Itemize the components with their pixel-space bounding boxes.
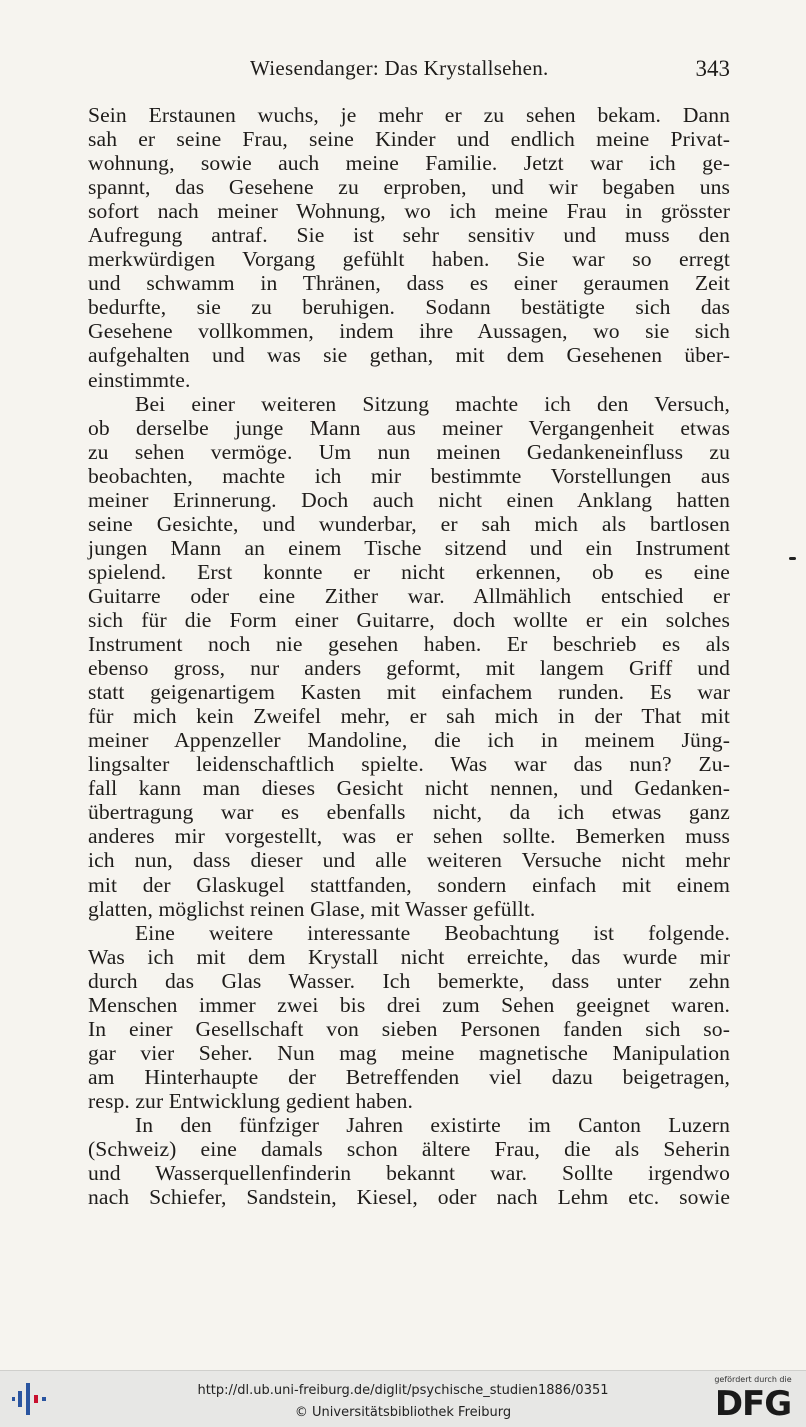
text-line: spannt, das Gesehene zu erproben, und wir begaben uns	[88, 175, 730, 200]
text-line: ebenso gross, nur anders geformt, mit langem Griff und	[88, 656, 730, 681]
text-line: lingsalter leidenschaftlich spielte. Was war das nun? Zu-	[88, 752, 730, 777]
text-line: Sein Erstaunen wuchs, je mehr er zu sehen bekam. Dann	[88, 103, 730, 127]
text-line: Instrument noch nie gesehen haben. Er beschrieb es als	[88, 632, 730, 657]
text-line: sah er seine Frau, seine Kinder und endlich meine Privat-	[88, 127, 730, 152]
text-line: ich nun, dass dieser und alle weiteren Versuche nicht mehr	[88, 848, 730, 873]
text-line: nach Schiefer, Sandstein, Kiesel, oder nach Lehm etc. sowie	[88, 1185, 730, 1210]
text-line: durch das Glas Wasser. Ich bemerkte, dass unter zehn	[88, 968, 730, 993]
text-line: zu sehen vermöge. Um nun meinen Gedankeneinfluss zu	[88, 439, 730, 464]
running-head	[88, 56, 730, 86]
permalink-url[interactable]: http://dl.ub.uni-freiburg.de/diglit/psychische_studien1886/0351	[197, 1383, 609, 1398]
body-text	[88, 103, 730, 1209]
dfg-logo: DFG	[714, 1384, 792, 1424]
text-line: einstimmte.	[88, 367, 191, 392]
margin-mark	[789, 557, 796, 560]
text-line: beobachten, machte ich mir bestimmte Vorstellungen aus	[88, 463, 730, 488]
text-line: Bei einer weiteren Sitzung machte ich den Versuch,	[135, 391, 730, 416]
text-line: und schwamm in Thränen, dass es einer geraumen Zeit	[88, 271, 730, 296]
text-line: Aufregung antraf. Sie ist sehr sensitiv und muss den	[88, 223, 730, 248]
text-line: meiner Erinnerung. Doch auch nicht einen Anklang hatten	[88, 487, 730, 512]
viewer-footer	[0, 1370, 806, 1427]
text-line: meiner Appenzeller Mandoline, die ich in meinem Jüng-	[88, 728, 730, 753]
text-line: merkwürdigen Vorgang gefühlt haben. Sie war so erregt	[88, 247, 730, 272]
text-line: spielend. Erst konnte er nicht erkennen, ob es eine	[88, 559, 730, 584]
dfg-caption: gefördert durch die	[714, 1375, 792, 1384]
text-line: statt geigenartigem Kasten mit einfachem runden. Es war	[88, 680, 730, 705]
text-line: Gesehene vollkommen, indem ihre Aussagen, wo sie sich	[88, 319, 730, 344]
copyright-notice: © Universitätsbibliothek Freiburg	[294, 1405, 512, 1420]
text-line: Guitarre oder eine Zither war. Allmählich entschied er	[88, 583, 730, 608]
text-line: glatten, möglichst reinen Glase, mit Wasser gefüllt.	[88, 896, 536, 921]
running-head-title: Wiesendanger: Das Krystallsehen.	[250, 56, 549, 80]
text-line: und Wasserquellenfinderin bekannt war. Sollte irgendwo	[88, 1161, 730, 1186]
text-line: sofort nach meiner Wohnung, wo ich meine Frau in grösster	[88, 199, 730, 224]
text-line: am Hinterhaupte der Betreffenden viel dazu beigetragen,	[88, 1064, 730, 1089]
text-line: aufgehalten und was sie gethan, mit dem Gesehenen über-	[88, 343, 730, 368]
text-line: mit der Glaskugel stattfanden, sondern einfach mit einem	[88, 872, 730, 897]
text-line: seine Gesichte, und wunderbar, er sah mich als bartlosen	[88, 511, 730, 536]
text-line: Menschen immer zwei bis drei zum Sehen geeignet waren.	[88, 992, 730, 1017]
dfg-sponsor	[710, 1375, 796, 1425]
text-line: In den fünfziger Jahren existirte im Canton Luzern	[135, 1112, 730, 1137]
text-line: jungen Mann an einem Tische sitzend und ein Instrument	[88, 535, 730, 560]
text-line: ob derselbe junge Mann aus meiner Vergangenheit etwas	[88, 415, 730, 440]
text-line: übertragung war es ebenfalls nicht, da ich etwas ganz	[88, 800, 730, 825]
text-line: Eine weitere interessante Beobachtung ist folgende.	[135, 920, 730, 945]
text-line: für mich kein Zweifel mehr, er sah mich in der That mit	[88, 704, 730, 729]
text-line: bedurfte, sie zu beruhigen. Sodann bestätigte sich das	[88, 295, 730, 320]
text-line: anderes mir vorgestellt, was er sehen sollte. Bemerken muss	[88, 824, 730, 849]
text-line: In einer Gesellschaft von sieben Personen fanden sich so-	[88, 1016, 730, 1041]
text-line: Was ich mit dem Krystall nicht erreichte, das wurde mir	[88, 944, 730, 969]
page-number: 343	[695, 56, 730, 81]
text-line: wohnung, sowie auch meine Familie. Jetzt war ich ge-	[88, 151, 730, 176]
text-line: resp. zur Entwicklung gedient haben.	[88, 1088, 414, 1113]
text-line: sich für die Form einer Guitarre, doch wollte er ein solches	[88, 607, 730, 632]
text-line: gar vier Seher. Nun mag meine magnetische Manipulation	[88, 1040, 730, 1065]
text-line: (Schweiz) eine damals schon ältere Frau, die als Seherin	[88, 1137, 730, 1162]
text-line: fall kann man dieses Gesicht nicht nennen, und Gedanken-	[88, 776, 730, 801]
